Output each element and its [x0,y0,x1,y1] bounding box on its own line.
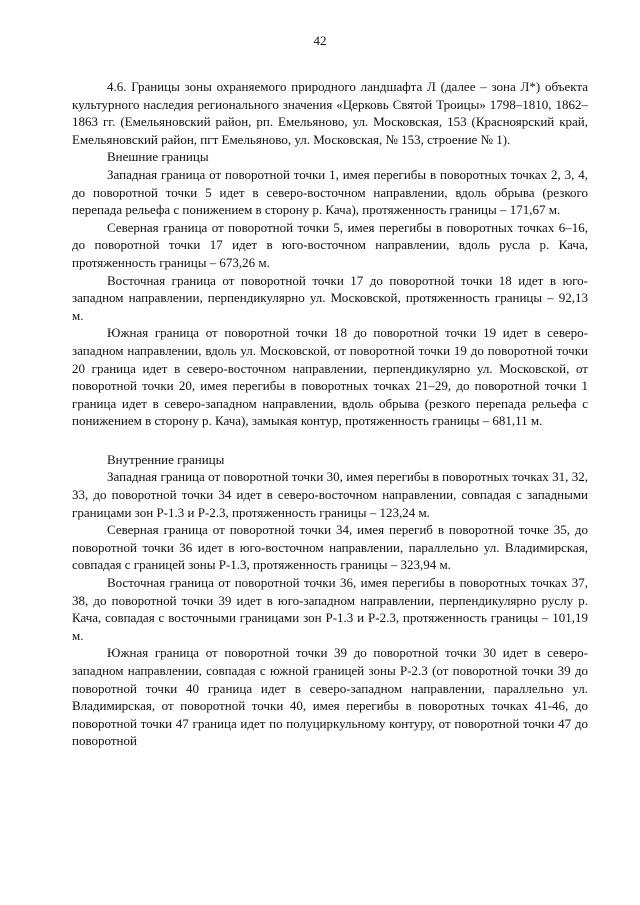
external-west-border-paragraph: Западная граница от поворотной точки 1, имея перегибы в поворотных точках 2, 3, 4, до поворотной точки 5 идет в северо-восточном направлении, вдоль обрыва (резкого перепада рельефа с понижением в сторону р. Кача), протяженность границы – 171,67 м. [72,166,588,218]
page-number: 42 [313,33,327,48]
internal-east-border-paragraph: Восточная граница от поворотной точки 36, имея перегибы в поворотных точках 37, 38, до поворотной точки 39 идет в юго-западном направлении, перпендикулярно руслу р. Кача, совпадая с восточными границами зон Р-1.3 и Р-2.3, протяженность границы – 101,19 м. [72,575,588,643]
section-intro-paragraph: 4.6. Границы зоны охраняемого природного ландшафта Л (далее – зона Л*) объекта культурного наследия регионального значения «Церковь Святой Троицы» 1798–1810, 1862–1863 гг. (Емельяновский район, рп. Емельяново, ул. Московская, 153 (Красноярский край, Емельяновский район, пгт Емельяново, ул. Московская, № 153, строение № 1). [72,79,588,147]
internal-west-border-paragraph: Западная граница от поворотной точки 30, имея перегибы в поворотных точках 31, 32, 33, до поворотной точки 34 идет в северо-восточном направлении, совпадая с западными границами зон Р-1.3 и Р-2.3, протяженность границы – 123,24 м. [72,469,588,520]
internal-north-border-paragraph: Северная граница от поворотной точки 34, имея перегиб в поворотной точке 35, до поворотной точки 36 идет в юго-восточном направлении, параллельно ул. Владимирская, совпадая с границей зоны Р-1.3, протяженность границы – 323,94 м. [72,522,588,573]
external-borders-heading: Внешние границы [107,149,209,165]
external-east-border-paragraph: Восточная граница от поворотной точки 17 до поворотной точки 18 идет в юго-западном направлении, перпендикулярно ул. Московской, протяженность границы – 92,13 м. [72,272,588,323]
document-body [72,78,588,750]
external-north-border-paragraph: Северная граница от поворотной точки 5, имея перегибы в поворотных точках 6–16, до поворотной точки 17 идет в юго-восточном направлении, вдоль русла р. Кача, протяженность границы – 673,26 м. [72,219,588,270]
external-south-border-paragraph: Южная граница от поворотной точки 18 до поворотной точки 19 идет в северо-западном направлении, вдоль ул. Московской, от поворотной точки 19 до поворотной точки 20 граница идет в северо-восточном направлении, перпендикулярно ул. Московской, от поворотной точки 20, имея перегибы в поворотных точках 21–29, до поворотной точки 1 граница идет в северо-западном направлении, вдоль обрыва (резкого перепада рельефа с понижением в сторону р. Кача), замыкая контур, протяженность границы – 681,11 м. [72,325,588,429]
internal-borders-heading: Внутренние границы [107,451,225,467]
internal-south-border-paragraph: Южная граница от поворотной точки 39 до поворотной точки 30 идет в северо-западном направлении, совпадая с южной границей зоны Р-2.3 (от поворотной точки 39 до поворотной точки 40 граница идет в северо-западном направлении, параллельно ул. Владимирская, от поворотной точки 40, имея перегибы в поворотных точках 41-46, до поворотной точки 47 граница идет по полуциркульному контуру, от поворотной точки 47 до поворотной [72,645,588,749]
